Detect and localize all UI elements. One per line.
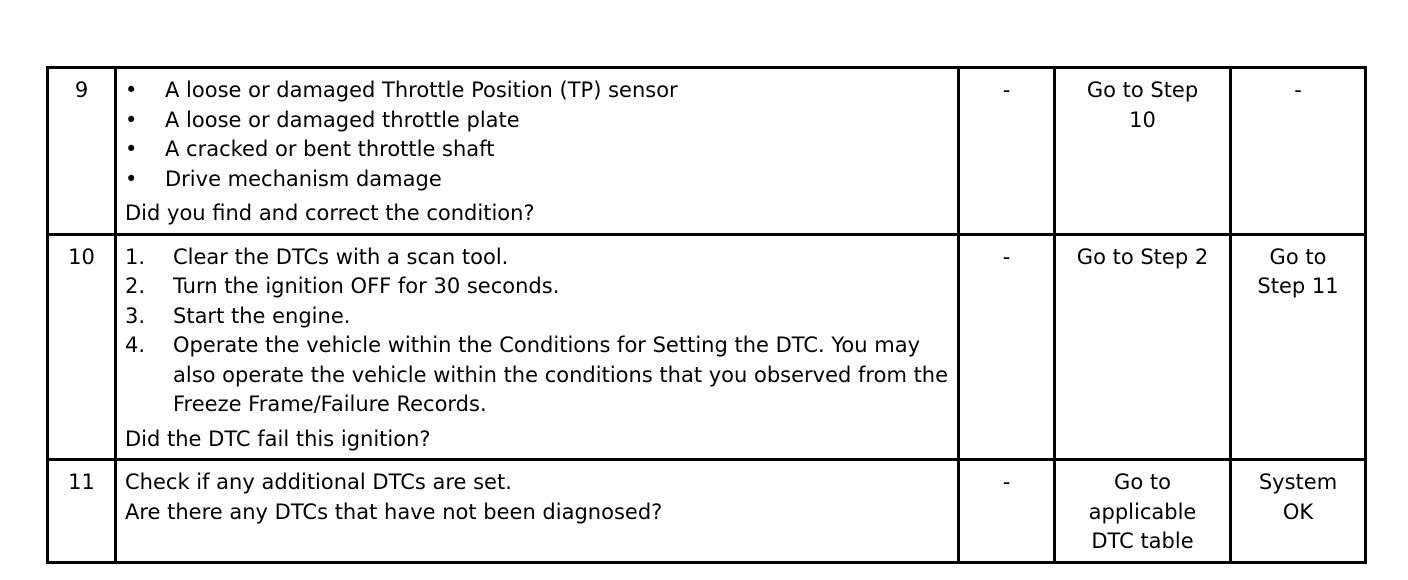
yes-text: applicable	[1088, 499, 1197, 524]
question-text: Did the DTC fail this ignition?	[125, 426, 431, 451]
instruction-text: Check if any additional DTCs are set.	[125, 470, 512, 494]
list-item	[125, 302, 949, 332]
condition-list	[125, 76, 949, 194]
yes-cell	[1055, 68, 1231, 235]
diagnostic-table	[46, 66, 1367, 564]
no-cell: -	[1231, 68, 1366, 235]
step-number: 11	[48, 460, 116, 563]
value-cell: -	[959, 460, 1055, 563]
no-cell	[1231, 234, 1366, 460]
item-number: 2.	[125, 274, 146, 298]
list-item	[125, 243, 949, 273]
action-cell	[116, 68, 959, 235]
item-text: Turn the ignition OFF for 30 seconds.	[173, 274, 560, 298]
list-item: • A loose or damaged throttle plate	[125, 106, 949, 136]
action-cell	[116, 234, 959, 460]
no-text: System	[1258, 470, 1338, 494]
list-item: • A loose or damaged Throttle Position (TP) sensor	[125, 76, 949, 106]
list-item	[125, 331, 949, 420]
procedure-list	[125, 243, 949, 420]
value-cell: -	[959, 234, 1055, 460]
step-number: 9	[48, 68, 116, 235]
yes-cell	[1055, 460, 1231, 563]
item-text: Start the engine.	[173, 303, 351, 328]
item-text: Clear the DTCs with a scan tool.	[173, 244, 509, 269]
no-text: Go to	[1269, 244, 1327, 269]
item-text: Operate the vehicle within the Conditions for Setting the DTC. You may also operate the vehicle within the conditions that you observed from the Freeze Frame/Failure Records.	[173, 333, 949, 416]
list-item: • A cracked or bent throttle shaft	[125, 135, 949, 165]
yes-text: Go to Step	[1086, 78, 1199, 102]
table-row-step-9	[48, 68, 1366, 235]
table-row-step-11	[48, 460, 1366, 563]
item-number: 3.	[125, 303, 146, 328]
table-row-step-10	[48, 234, 1366, 460]
item-number: 1.	[125, 244, 146, 269]
yes-text: Go to	[1114, 470, 1171, 494]
list-item	[125, 272, 949, 302]
value-cell: -	[959, 68, 1055, 235]
yes-cell: Go to Step 2	[1055, 234, 1231, 460]
yes-text: DTC table	[1091, 529, 1194, 553]
action-cell	[116, 460, 959, 563]
question-text: Did you find and correct the condition?	[125, 201, 535, 225]
list-item: • Drive mechanism damage	[125, 165, 949, 195]
step-number: 10	[48, 234, 116, 460]
no-cell	[1231, 460, 1366, 563]
no-text: OK	[1282, 499, 1314, 524]
question-text: Are there any DTCs that have not been diagnosed?	[125, 499, 663, 524]
yes-text: 10	[1129, 107, 1156, 132]
no-text: Step 11	[1257, 274, 1339, 298]
item-number: 4.	[125, 333, 146, 357]
